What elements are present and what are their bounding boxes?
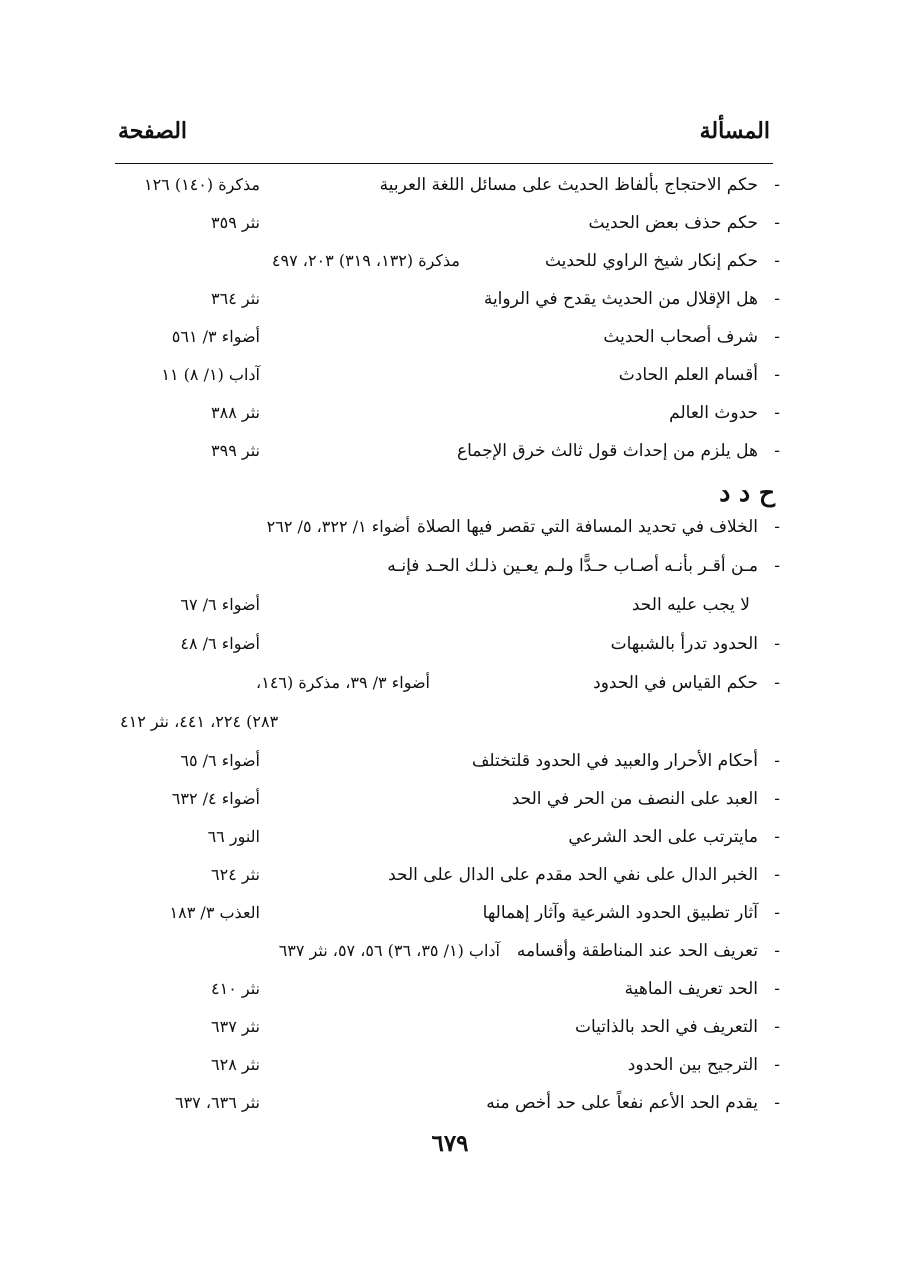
entry-topic: مايترتب على الحد الشرعي [568, 827, 758, 847]
column-header-page: الصفحة [118, 118, 188, 144]
entry-page-reference: نثر ٣٩٩ [211, 441, 260, 460]
entry-dash: - [774, 789, 780, 809]
entry-page-reference: ٢٨٣) ٢٢٤، ٤٤١، نثر ٤١٢ [120, 712, 279, 731]
entry-page-reference: أضواء ٦/ ٦٧ [180, 595, 260, 614]
entry-topic: الحدود تدرأ بالشبهات [610, 634, 758, 654]
entry-topic: العبد على النصف من الحر في الحد [511, 789, 758, 809]
entry-dash: - [774, 941, 780, 961]
entry-page-reference: نثر ٦٢٤ [211, 865, 260, 884]
entry-page-reference: أضواء ٦/ ٦٥ [180, 751, 260, 770]
index-entry [115, 1017, 780, 1051]
entry-topic: الترجيح بين الحدود [627, 1055, 758, 1075]
entry-topic: الخلاف في تحديد المسافة التي تقصر فيها الصلاة [417, 517, 758, 537]
entry-page-reference: آداب (١/ ٨) ١١ [161, 365, 260, 384]
entry-dash: - [774, 1055, 780, 1075]
section-heading: ح د د [719, 478, 775, 507]
entry-topic: حكم القياس في الحدود [593, 673, 758, 693]
entry-dash: - [774, 289, 780, 309]
index-entry [115, 556, 780, 590]
entry-page-reference: نثر ٣٨٨ [211, 403, 260, 422]
entry-topic: حدوث العالم [669, 403, 758, 423]
entry-page-reference: النور ٦٦ [207, 827, 260, 846]
entry-topic: لا يجب عليه الحد [631, 595, 750, 615]
entry-topic: حكم حذف بعض الحديث [588, 213, 758, 233]
index-entry [115, 941, 780, 975]
entry-topic: هل يلزم من إحداث قول ثالث خرق الإجماع [456, 441, 758, 461]
entry-topic: أحكام الأحرار والعبيد في الحدود قلتختلف [471, 751, 758, 771]
header-rule [115, 163, 773, 164]
entry-dash: - [774, 827, 780, 847]
index-entry [115, 403, 780, 437]
index-entry [115, 175, 780, 209]
entry-topic: مـن أقـر بأنـه أصـاب حـدًّا ولـم يعـين ذلـك الحـد فإنـه [387, 556, 758, 576]
entry-page-reference: أضواء ٦/ ٤٨ [180, 634, 260, 653]
entry-dash: - [774, 979, 780, 999]
entry-page-reference: مذكرة (١٣٢، ٣١٩) ٢٠٣، ٤٩٧ [271, 251, 460, 270]
entry-page-reference: أضواء ١/ ٣٢٢، ٥/ ٢٦٢ [266, 517, 410, 536]
entry-page-reference: مذكرة (١٤٠) ١٢٦ [143, 175, 260, 194]
entry-page-reference: آداب (١/ ٣٥، ٣٦) ٥٦، ٥٧، نثر ٦٣٧ [278, 941, 500, 960]
entry-page-reference: أضواء ٣/ ٥٦١ [171, 327, 260, 346]
entry-dash: - [774, 1017, 780, 1037]
entry-dash: - [774, 634, 780, 654]
entry-topic: حكم الاحتجاج بألفاظ الحديث على مسائل اللغة العربية [379, 175, 758, 195]
index-entry [115, 634, 780, 668]
entry-dash: - [774, 175, 780, 195]
index-entry [115, 327, 780, 361]
entry-dash: - [774, 441, 780, 461]
entry-page-reference: نثر ٣٥٩ [211, 213, 260, 232]
page-number: ٦٧٩ [431, 1130, 469, 1157]
entry-topic: حكم إنكار شيخ الراوي للحديث [544, 251, 758, 271]
entry-dash: - [774, 903, 780, 923]
index-entry [115, 441, 780, 475]
entry-topic: آثار تطبيق الحدود الشرعية وآثار إهمالها [482, 903, 758, 923]
entry-topic: التعريف في الحد بالذاتيات [574, 1017, 758, 1037]
entry-page-reference: العذب ٣/ ١٨٣ [169, 903, 260, 922]
entry-dash: - [774, 251, 780, 271]
index-entry [115, 251, 780, 285]
entry-topic: شرف أصحاب الحديث [603, 327, 758, 347]
entry-dash: - [774, 517, 780, 537]
entry-page-reference: نثر ٦٢٨ [211, 1055, 260, 1074]
index-entry [115, 789, 780, 823]
entry-dash: - [774, 556, 780, 576]
entry-page-reference: أضواء ٤/ ٦٣٢ [171, 789, 260, 808]
index-entry [115, 673, 780, 707]
entry-page-reference: نثر ٦٣٧ [211, 1017, 260, 1036]
index-entry [115, 712, 780, 746]
index-entry [115, 1093, 780, 1127]
entry-dash: - [774, 751, 780, 771]
index-entry [115, 289, 780, 323]
index-entry [115, 517, 780, 551]
entry-topic: هل الإقلال من الحديث يقدح في الرواية [483, 289, 758, 309]
index-entry [115, 213, 780, 247]
entry-dash: - [774, 365, 780, 385]
entry-page-reference: نثر ٦٣٦، ٦٣٧ [174, 1093, 260, 1112]
entry-dash: - [774, 403, 780, 423]
entry-dash: - [774, 327, 780, 347]
column-header-topic: المسألة [699, 118, 770, 144]
index-entry [115, 865, 780, 899]
index-entry [115, 1055, 780, 1089]
entry-topic: أقسام العلم الحادث [618, 365, 758, 385]
entry-page-reference: أضواء ٣/ ٣٩، مذكرة (١٤٦، [256, 673, 430, 692]
index-entry [115, 595, 780, 629]
index-entry [115, 751, 780, 785]
index-entry [115, 365, 780, 399]
index-entry [115, 827, 780, 861]
index-entry [115, 903, 780, 937]
index-entry [115, 979, 780, 1013]
entry-topic: تعريف الحد عند المناطقة وأقسامه [516, 941, 758, 961]
entry-dash: - [774, 1093, 780, 1113]
entry-dash: - [774, 213, 780, 233]
entry-topic: الخبر الدال على نفي الحد مقدم على الدال على الحد [388, 865, 758, 885]
entry-dash: - [774, 865, 780, 885]
entry-topic: يقدم الحد الأعم نفعاً على حد أخص منه [486, 1093, 758, 1113]
entry-topic: الحد تعريف الماهية [624, 979, 758, 999]
entry-page-reference: نثر ٣٦٤ [211, 289, 260, 308]
entry-page-reference: نثر ٤١٠ [211, 979, 260, 998]
entry-dash: - [774, 673, 780, 693]
